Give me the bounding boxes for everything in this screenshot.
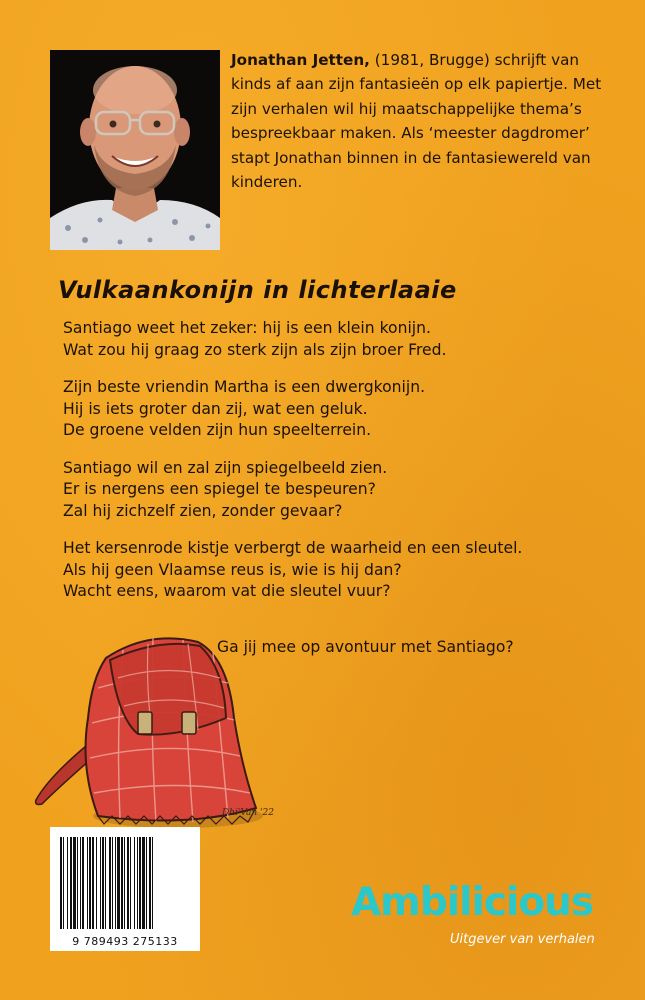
author-photo (50, 50, 220, 250)
blurb-line: Hij is iets groter dan zij, wat een geluk. (63, 399, 368, 418)
illustrator-signature: Dhi'Van '22 (222, 808, 274, 818)
blurb-line: Zal hij zichzelf zien, zonder gevaar? (63, 501, 343, 520)
barcode-bar (149, 837, 151, 929)
blurb-line: Er is nergens een spiegel te bespeuren? (63, 480, 376, 498)
barcode-bar (73, 837, 76, 929)
barcode-bar (92, 837, 94, 929)
author-bio-text: (1981, Brugge) schrijft van kinds af aan zijn fantasieën op elk papiertje. Met zijn verhalen wil hij maatschappelijke thema’s bespreekbaar maken. Als ‘meester dagdromer’ stapt Jonathan binnen in de fantasiewereld van kinderen. (231, 51, 602, 192)
blurb-stanza (63, 538, 583, 603)
blurb-stanza (63, 377, 583, 442)
barcode-bar (115, 837, 116, 929)
barcode-bar (137, 837, 138, 929)
blurb-line: Als hij geen Vlaamse reus is, wie is hij dan? (63, 560, 402, 579)
barcode-bar (60, 837, 62, 929)
barcode-bar (127, 837, 129, 929)
barcode-bar (63, 837, 64, 929)
blurb-line: Zijn beste vriendin Martha is een dwergkonijn. (63, 378, 426, 396)
author-name: Jonathan Jetten, (231, 51, 370, 69)
barcode-bar (82, 837, 84, 929)
barcode-bar (139, 837, 141, 929)
barcode-bars-icon (50, 833, 200, 937)
barcode-bar (87, 837, 88, 929)
barcode-bar (142, 837, 145, 929)
barcode-bar (124, 837, 125, 929)
closing-question: Ga jij mee op avontuur met Santiago? (217, 638, 514, 656)
barcode-bar (80, 837, 81, 929)
book-title: Vulkaankonijn in lichterlaaie (58, 276, 457, 304)
blurb-line: Wacht eens, waarom vat die sleutel vuur? (63, 582, 391, 600)
barcode-bar (100, 837, 101, 929)
publisher-tagline: Uitgever van verhalen (450, 932, 595, 947)
barcode-bar (109, 837, 111, 929)
barcode-bar (146, 837, 147, 929)
publisher-logo: Ambilicious (351, 880, 594, 925)
author-bio (231, 48, 611, 194)
barcode-bar (112, 837, 113, 929)
barcode-bar (105, 837, 106, 929)
barcode-bar (134, 837, 135, 929)
barcode-bar (77, 837, 78, 929)
barcode-bar (96, 837, 97, 929)
blurb (63, 318, 583, 619)
blurb-stanza (63, 318, 583, 361)
blurb-line: De groene velden zijn hun speelterrein. (63, 421, 372, 439)
isbn-number: 9 789493 275133 (72, 935, 178, 948)
blurb-line: Wat zou hij graag zo sterk zijn als zijn broer Fred. (63, 340, 447, 359)
blurb-line: Santiago weet het zeker: hij is een klein konijn. (63, 319, 431, 337)
barcode-bar (152, 837, 153, 929)
blurb-line: Het kersenrode kistje verbergt de waarheid en een sleutel. (63, 539, 523, 557)
barcode-bar (130, 837, 131, 929)
blurb-stanza (63, 458, 583, 523)
barcode-bar (102, 837, 104, 929)
barcode (50, 827, 200, 951)
blurb-line: Santiago wil en zal zijn spiegelbeeld zien. (63, 458, 388, 477)
barcode-bar (70, 837, 72, 929)
barcode-bar (117, 837, 120, 929)
barcode-bar (89, 837, 91, 929)
author-portrait-icon (50, 50, 220, 250)
barcode-bar (67, 837, 68, 929)
barcode-bar (121, 837, 123, 929)
